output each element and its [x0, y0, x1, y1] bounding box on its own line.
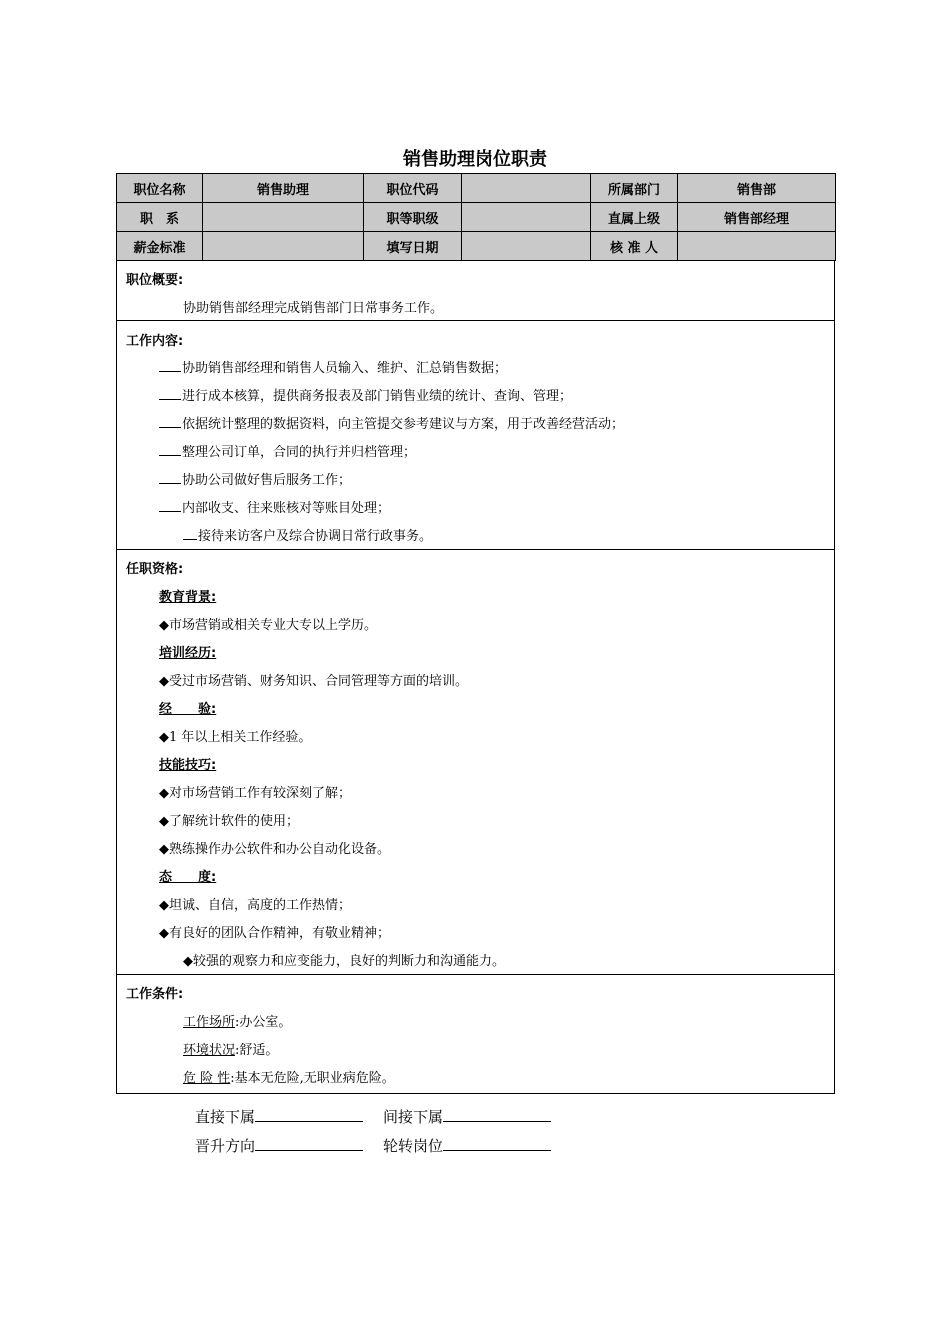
list-item: ◆了解统计软件的使用；	[159, 814, 299, 829]
value-fill-date	[462, 232, 591, 261]
summary-heading: 职位概要:	[126, 273, 184, 288]
header-table	[116, 173, 836, 261]
list-item: 整理公司订单，合同的执行并归档管理；	[159, 441, 416, 460]
label-supervisor: 直属上级	[591, 203, 678, 232]
education-title: 教育背景:	[159, 590, 217, 605]
label-job-family: 职 系	[117, 203, 203, 232]
conditions-section	[116, 975, 835, 1094]
label-grade: 职等职级	[364, 203, 462, 232]
list-item: ◆1 年以上相关工作经验。	[159, 730, 312, 745]
qualification-heading: 任职资格:	[126, 562, 184, 577]
condition-workplace: 工作场所:办公室。	[183, 1015, 292, 1030]
label-position-code: 职位代码	[364, 174, 462, 203]
list-item: ◆坦诚、自信，高度的工作热情；	[159, 898, 351, 913]
list-item: 协助公司做好售后服务工作；	[159, 469, 351, 488]
value-approver	[678, 232, 836, 261]
training-title: 培训经历:	[159, 646, 217, 661]
skills-title: 技能技巧:	[159, 758, 217, 773]
attitude-title: 态 度:	[159, 870, 217, 885]
promotion-field[interactable]: 晋升方向	[195, 1135, 363, 1156]
list-item: ◆对市场营销工作有较深刻了解；	[159, 786, 351, 801]
label-position-name: 职位名称	[117, 174, 203, 203]
list-item: ◆熟练操作办公软件和办公自动化设备。	[159, 842, 390, 857]
list-item: ◆市场营销或相关专业大专以上学历。	[159, 618, 377, 633]
header-row	[117, 232, 836, 261]
value-salary	[203, 232, 364, 261]
value-department: 销售部	[678, 174, 836, 203]
label-approver: 核 准 人	[591, 232, 678, 261]
direct-subordinate-field[interactable]: 直接下属	[195, 1106, 363, 1127]
list-item: 接待来访客户及综合协调日常行政事务。	[183, 525, 432, 544]
label-salary: 薪金标准	[117, 232, 203, 261]
list-item: 协助销售部经理和销售人员输入、维护、汇总销售数据；	[159, 357, 507, 376]
value-supervisor: 销售部经理	[678, 203, 836, 232]
experience-title: 经 验:	[159, 702, 217, 717]
value-job-family	[203, 203, 364, 232]
work-section	[116, 321, 835, 550]
value-position-name: 销售助理	[203, 174, 364, 203]
list-item: 内部收支、往来账核对等账目处理；	[159, 497, 390, 516]
work-heading: 工作内容:	[126, 334, 184, 349]
value-grade	[462, 203, 591, 232]
summary-text: 协助销售部经理完成销售部门日常事务工作。	[183, 301, 444, 316]
list-item: ◆受过市场营销、财务知识、合同管理等方面的培训。	[159, 674, 468, 689]
value-position-code	[462, 174, 591, 203]
indirect-subordinate-field[interactable]: 间接下属	[383, 1106, 551, 1127]
summary-section	[116, 260, 835, 321]
label-fill-date: 填写日期	[364, 232, 462, 261]
label-department: 所属部门	[591, 174, 678, 203]
conditions-heading: 工作条件:	[126, 987, 184, 1002]
header-row	[117, 174, 836, 203]
list-item: 依据统计整理的数据资料，向主管提交参考建议与方案，用于改善经营活动；	[159, 413, 624, 432]
condition-environment: 环境状况:舒适。	[183, 1043, 279, 1058]
list-item: 进行成本核算，提供商务报表及部门销售业绩的统计、查询、管理；	[159, 385, 572, 404]
condition-hazard: 危 险 性:基本无危险,无职业病危险。	[183, 1071, 395, 1086]
list-item: ◆有良好的团队合作精神，有敬业精神；	[159, 926, 390, 941]
page-title: 销售助理岗位职责	[403, 149, 547, 170]
list-item: ◆较强的观察力和应变能力，良好的判断力和沟通能力。	[183, 954, 505, 969]
rotation-field[interactable]: 轮转岗位	[383, 1135, 551, 1156]
header-row	[117, 203, 836, 232]
qualification-section	[116, 550, 835, 975]
